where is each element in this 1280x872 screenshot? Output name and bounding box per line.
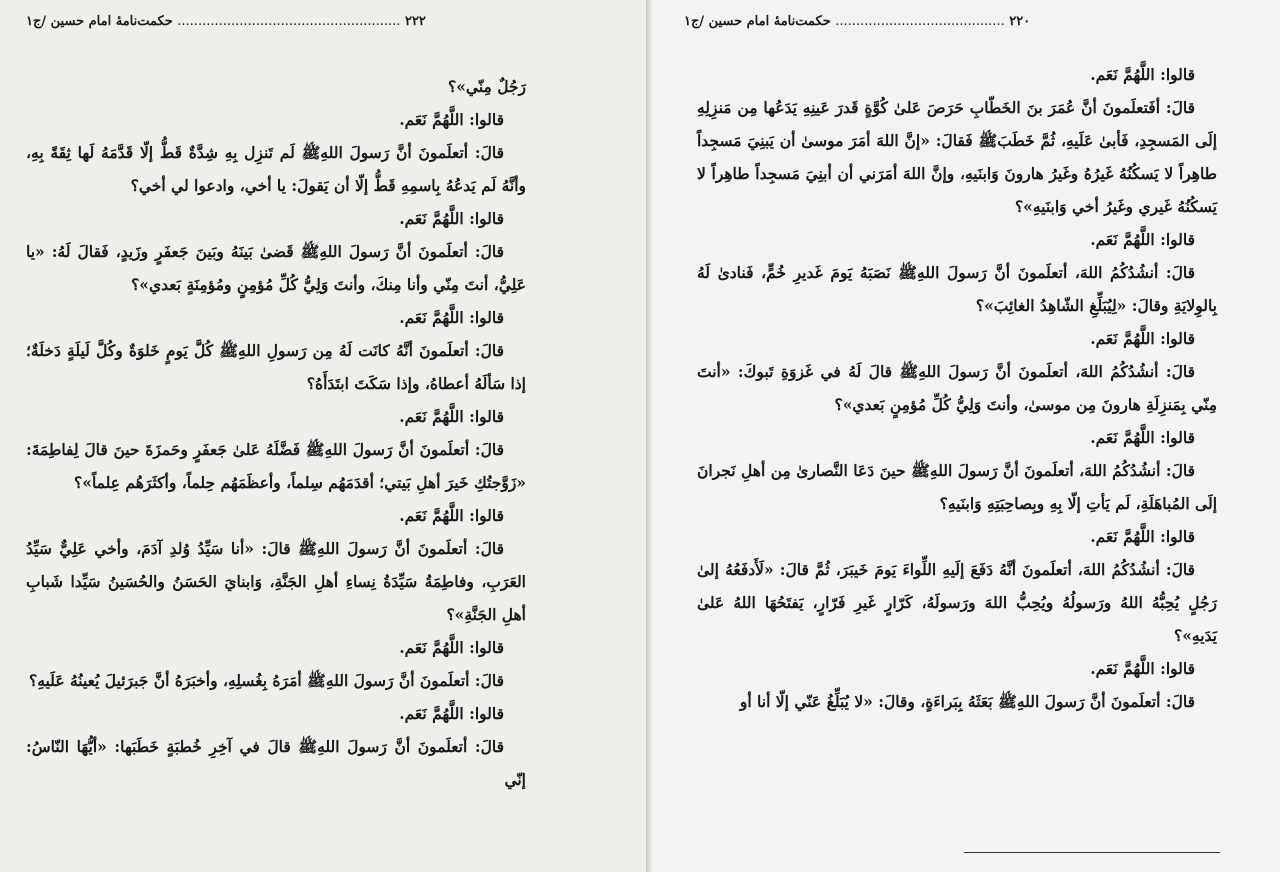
paragraph: قالوا: اللَّهُمَّ نَعَم.	[399, 638, 504, 657]
paragraph: قالَ: أفَتعلَمونَ أنَّ عُمَرَ بنَ الخَطّابِ حَرَصَ عَلىٰ كُوَّةٍ قَدرَ عَينِهِ يَدَعُها مِن مَنزِلِهِ إلَى المَسجِدِ، فَأبىٰ عَلَيهِ، ثُمَّ خَطَبَﷺ فَقالَ: «إنَّ اللهَ أمَرَ موسىٰ أن يَبنِيَ مَسجِداً طاهِراً لا يَسكُنُهُ غَيرُهُ وغَيرُ هارونَ وَابنَيهِ، وإنَّ اللهَ أمَرَني أن أبنِيَ مَسجِداً طاهِراً لا يَسكُنُهُ غَيري وغَيرُ أخي وَابنَيهِ»؟	[697, 98, 1217, 216]
paragraph: قالَ: أتعلَمونَ أنَّ رَسولَ اللهِﷺ قالَ: «أنا سَيِّدُ وُلدِ آدَمَ، وأخي عَلِيٌّ سَيِّدُ العَرَبِ، وفاطِمَةُ سَيِّدَةُ نِساءِ أهلِ الجَنَّةِ، وَابنايَ الحَسَنُ والحُسَينُ سَيِّدا شَبابِ أهلِ الجَنَّةِ»؟	[26, 539, 526, 624]
paragraph: قالَ: أتعلَمونَ أنَّ رَسولَ اللهِﷺ بَعَثَهُ بِبَراءَةٍ، وقالَ: «لا يُبَلِّغُ عَنّي إلّا أنا أو	[739, 692, 1195, 711]
paragraph: قالوا: اللَّهُمَّ نَعَم.	[1090, 230, 1195, 249]
paragraph: قالوا: اللَّهُمَّ نَعَم.	[399, 704, 504, 723]
paragraph: قالوا: اللَّهُمَّ نَعَم.	[399, 308, 504, 327]
paragraph: قالَ: أتعلَمونَ أنَّ رَسولَ اللهِﷺ أمَرَهُ بِغُسلِهِ، وأخبَرَهُ أنَّ جَبرَئيلَ يُعينُهُ عَلَيهِ؟	[28, 671, 504, 690]
paragraph: قالوا: اللَّهُمَّ نَعَم.	[399, 407, 504, 426]
paragraph: قالَ: أنشُدُكُمُ اللهَ، أتعلَمونَ أنَّهُ دَفَعَ إلَيهِ اللِّواءَ يَومَ خَيبَرَ، ثُمَّ قالَ: «لَأَدفَعُهُ إلىٰ رَجُلٍ يُحِبُّهُ اللهُ ورَسولُهُ ويُحِبُّ اللهَ ورَسولَهُ، كَرّارٍ غَيرِ فَرّارٍ، يَفتَحُهَا اللهُ عَلىٰ يَدَيهِ»؟	[697, 560, 1217, 645]
page-number: ٢٢٢	[404, 14, 426, 29]
right-page	[652, 0, 1280, 872]
paragraph: قالوا: اللَّهُمَّ نَعَم.	[399, 506, 504, 525]
left-page-body	[26, 70, 526, 796]
paragraph: قالَ: أتعلَمونَ أنَّهُ كانَت لَهُ مِن رَسولِ اللهِﷺ كُلَّ يَومٍ خَلوَةٌ وكُلَّ لَيلَةٍ دَخلَةٌ؛ إذا سَألَهُ أعطاهُ، وإذا سَكَتَ ابتَدَأَهُ؟	[26, 341, 526, 393]
header-dots: ......................................................	[177, 14, 401, 29]
paragraph: قالَ: أنشُدُكُمُ اللهَ، أتعلَمونَ أنَّ رَسولَ اللهِﷺ نَصَبَهُ يَومَ غَديرِ خُمٍّ، فَنادىٰ لَهُ بِالوِلايَةِ وقالَ: «لِيُبَلِّغِ الشّاهِدُ الغائِبَ»؟	[697, 263, 1217, 315]
paragraph: قالوا: اللَّهُمَّ نَعَم.	[1090, 428, 1195, 447]
book-title: حکمت‌نامهٔ امام حسین /ج۱	[26, 14, 173, 29]
paragraph: قالوا: اللَّهُمَّ نَعَم.	[399, 209, 504, 228]
paragraph: قالَ: أتعلَمونَ أنَّ رَسولَ اللهِﷺ لَم تَنزِل بِهِ شِدَّةٌ قَطُّ إلّا قَدَّمَهُ لَها ثِقَةً بِهِ، وأنَّهُ لَم يَدعُهُ بِاسمِهِ قَطُّ إلّا أن يَقولَ: يا أخي، وادعوا لي أخي؟	[26, 143, 526, 195]
page-number: ٢٢٠	[1009, 14, 1031, 29]
paragraph: قالَ: أتعلَمونَ أنَّ رَسولَ اللهِﷺ فَضَّلَهُ عَلىٰ جَعفَرٍ وحَمزَةَ حينَ قالَ لِفاطِمَةَ: «زَوَّجتُكِ خَيرَ أهلِ بَيتي؛ أقدَمَهُم سِلماً، وأعظَمَهُم حِلماً، وأكثَرَهُم عِلماً»؟	[26, 440, 526, 492]
paragraph: قالوا: اللَّهُمَّ نَعَم.	[399, 110, 504, 129]
footnote-divider	[964, 852, 1220, 853]
paragraph: قالوا: اللَّهُمَّ نَعَم.	[1090, 65, 1195, 84]
paragraph: قالَ: أنشُدُكُمُ اللهَ، أتعلَمونَ أنَّ رَسولَ اللهِﷺ قالَ لَهُ في غَزوَةِ تَبوكَ: «أنتَ مِنّي بِمَنزِلَةِ هارونَ مِن موسىٰ، وأنتَ وَلِيُّ كُلِّ مُؤمِنٍ بَعدي»؟	[697, 362, 1217, 414]
book-title: حکمت‌نامهٔ امام حسین /ج۱	[684, 14, 831, 29]
right-page-header	[684, 14, 1030, 29]
paragraph: قالَ: أتعلَمونَ أنَّ رَسولَ اللهِﷺ قَضىٰ بَينَهُ وبَينَ جَعفَرٍ وزَيدٍ، فَقالَ لَهُ: «يا عَلِيُّ، أنتَ مِنّي وأنا مِنكَ، وأنتَ وَلِيُّ كُلِّ مُؤمِنٍ ومُؤمِنَةٍ بَعدي»؟	[26, 242, 526, 294]
paragraph: قالوا: اللَّهُمَّ نَعَم.	[1090, 527, 1195, 546]
left-page-header	[26, 14, 426, 29]
header-dots: .........................................	[835, 14, 1005, 29]
right-page-body	[697, 58, 1217, 718]
paragraph: رَجُلٌ مِنّي»؟	[447, 77, 526, 96]
paragraph: قالوا: اللَّهُمَّ نَعَم.	[1090, 329, 1195, 348]
paragraph: قالَ: أنشُدُكُمُ اللهَ، أتعلَمونَ أنَّ رَسولَ اللهِﷺ حينَ دَعَا النَّصارىٰ مِن أهلِ نَجرانَ إلَى المُباهَلَةِ، لَم يَأتِ إلّا بِهِ وبِصاحِبَتِهِ وَابنَيهِ؟	[697, 461, 1217, 513]
paragraph: قالَ: أتعلَمونَ أنَّ رَسولَ اللهِﷺ قالَ في آخِرِ خُطبَةٍ خَطَبَها: «أيُّهَا النّاسُ: إنّي	[26, 737, 526, 789]
paragraph: قالوا: اللَّهُمَّ نَعَم.	[1090, 659, 1195, 678]
